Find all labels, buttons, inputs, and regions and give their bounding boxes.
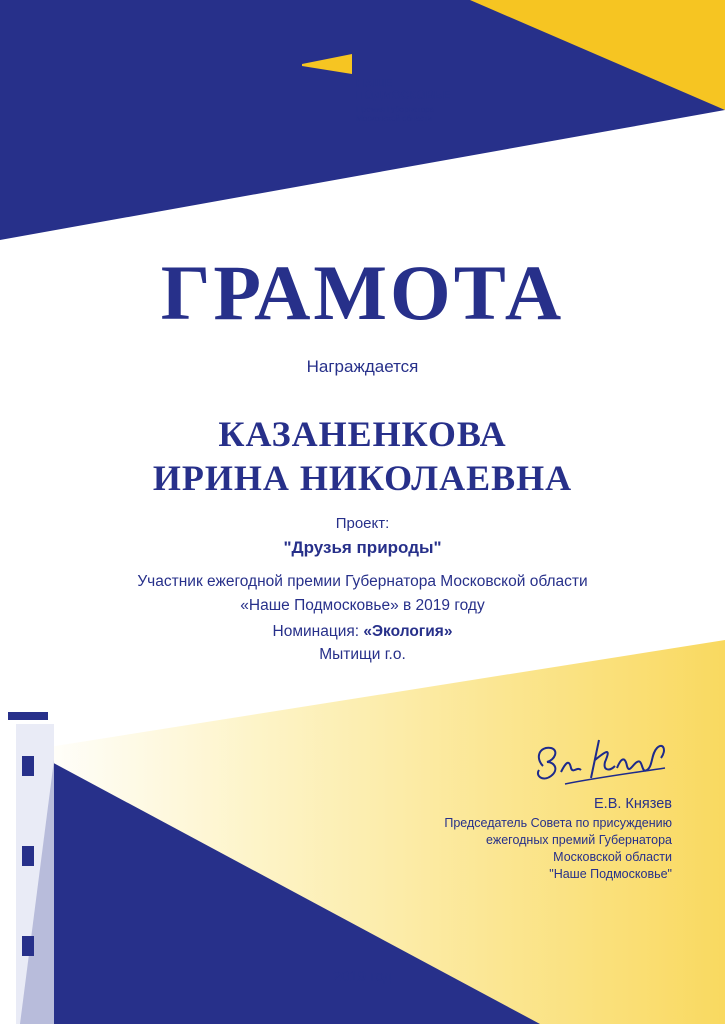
participant-line2: «Наше Подмосковье» в 2019 году — [240, 597, 485, 614]
recipient-name — [0, 412, 725, 500]
recipient-surname: КАЗАНЕНКОВА — [218, 414, 507, 454]
logo-subtitle — [356, 105, 434, 123]
logo-title-line1: НАШЕ — [356, 78, 393, 90]
awarded-label: Награждается — [306, 357, 419, 376]
logo-subtitle-line2: Московской области — [356, 114, 433, 123]
signer-role-line3: Московской области — [553, 850, 672, 864]
district: Мытищи г.о. — [319, 646, 406, 663]
nomination-label: Номинация: — [272, 623, 360, 640]
logo-title — [356, 78, 451, 102]
project-name: "Друзья природы" — [283, 538, 442, 557]
signer-role-line2: ежегодных премий Губернатора — [486, 833, 672, 847]
participant-line1: Участник ежегодной премии Губернатора Московской области — [137, 573, 588, 590]
logo-subtitle-line1: Премия Губернатора — [356, 105, 435, 114]
signer-role — [352, 815, 672, 883]
participant-text — [0, 570, 725, 618]
recipient-given-names: ИРИНА НИКОЛАЕВНА — [152, 458, 573, 498]
certificate-title: ГРАМОТА — [160, 249, 565, 336]
nomination-value: «Экология» — [363, 623, 453, 640]
signer-role-line1: Председатель Совета по присуждению — [444, 816, 672, 830]
signer-block — [352, 796, 672, 883]
logo-mark-icon — [272, 52, 354, 124]
logo-title-line2: ПОДМОСКОВЬЕ — [356, 90, 451, 102]
nomination — [0, 623, 725, 641]
signature-icon — [525, 728, 680, 798]
certificate-year: 2019 год — [332, 968, 393, 985]
logo — [272, 52, 472, 127]
signer-role-line4: "Наше Подмосковье" — [549, 867, 672, 881]
project-label: Проект: — [335, 515, 390, 532]
signer-name: Е.В. Князев — [594, 796, 672, 812]
